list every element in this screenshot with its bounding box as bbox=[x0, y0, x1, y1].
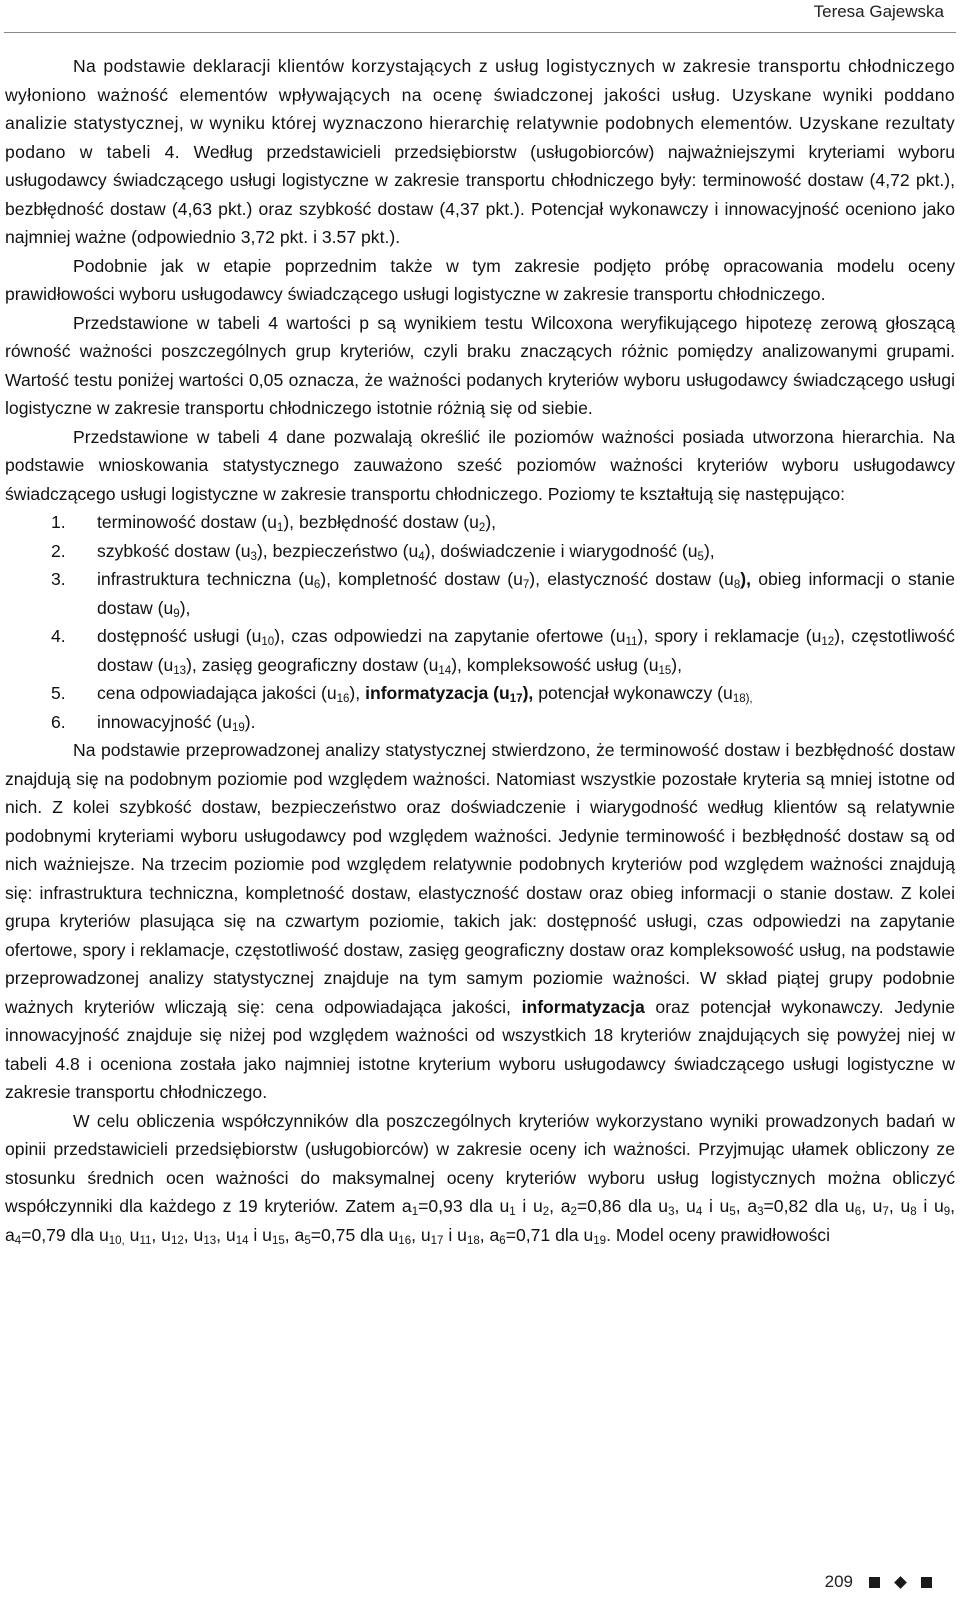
footer-square-icon bbox=[869, 1577, 880, 1588]
paragraph-1 bbox=[5, 52, 955, 252]
level-number: 5. bbox=[51, 683, 66, 703]
level-item: 5. cena odpowiadająca jakości $(u_{16})$, informatyzacja $(u_{17})$, potencjał wykonawczy ($u_{18),}$ bbox=[5, 679, 955, 708]
emphasis-informatyzacja: informatyzacja bbox=[521, 996, 645, 1017]
level-item: 2. szybkość dostaw $(u_3)$, bezpieczeństwo $(u_4)$, doświadczenie i wiarygodność $(u_5)$, bbox=[5, 537, 955, 566]
level-item: 1. terminowość dostaw $(u_1)$, bezbłędność dostaw $(u_2)$, bbox=[5, 508, 955, 537]
level-number: 3. bbox=[51, 569, 66, 589]
footer-square-icon bbox=[921, 1577, 932, 1588]
paragraph-3: Przedstawione w tabeli 4 wartości p są wynikiem testu Wilcoxona weryfikującego hipotezę zerową głoszącą równość ważności poszczególnych grup kryteriów, czyli braku znaczących różnic pomiędzy analizowanymi grupami. Wartość testu poniżej wartości 0,05 oznacza, że ważności podanych kryteriów wyboru usługodawcy świadczącego usługi logistyczne w zakresie transportu chłodniczego istotnie różnią się od siebie. bbox=[5, 312, 955, 418]
paragraph-1-part-b: Według przedstawicieli przedsiębiorstw (usługobiorców) najważniejszymi kryteriami wyboru usługodawcy świadczącego usługi logistyczne w zakresie transportu chłodniczego były: terminowość dostaw (4,72 pkt.), bezbłędność dostaw (4,63 pkt.) oraz szybkość dostaw (4,37 pkt.). Potencjał wykonawczy i innowacyjność oceniono jako najmniej ważne (odpowiednio 3,72 pkt. i 3.57 pkt.). bbox=[5, 141, 955, 247]
page-footer bbox=[825, 1572, 932, 1592]
paragraph-4: Przedstawione w tabeli 4 dane pozwalają określić ile poziomów ważności posiada utworzona hierarchia. Na podstawie wnioskowania statystycznego zauważono sześć poziomów ważności kryteriów wyboru usługodawcy świadczącego usługi logistyczne w zakresie transportu chłodniczego. Poziomy te kształtują się następująco: bbox=[5, 426, 955, 504]
page-number: 209 bbox=[824, 1572, 853, 1591]
footer-diamond-icon bbox=[894, 1576, 907, 1589]
level-number: 4. bbox=[51, 626, 66, 646]
level-item: 3. infrastruktura techniczna $(u_6)$, kompletność dostaw $(u_7)$, elastyczność dostaw $(u_8)$, obieg informacji o stanie dostaw $(u_9)$, bbox=[5, 565, 955, 622]
paragraph-1-part-a: Na podstawie deklaracji klientów korzystających z usług logistycznych w zakresie transportu chłodniczego wyłoniono ważność elementów wpływających na ocenę świadczonej jakości usług. Uzyskane wyniki poddano analizie statystycznej, w wyniku której wyznaczono hierarchię relatywnie podobnych elementów. Uzyskane rezultaty podano w tabeli 4. bbox=[5, 56, 955, 162]
paragraph-2: Podobnie jak w etapie poprzednim także w tym zakresie podjęto próbę opracowania modelu oceny prawidłowości wyboru usługodawcy świadczącego usługi logistyczne w zakresie transportu chłodniczego. bbox=[5, 255, 955, 304]
running-header-author: Teresa Gajewska bbox=[813, 2, 944, 21]
level-item: 4. dostępność usługi $(u_{10})$, czas odpowiedzi na zapytanie ofertowe $(u_{11})$, spory i reklamacje $(u_{12})$, częstotliwość dostaw $(u_{13})$, zasięg geograficzny dostaw $(u_{14})$, kompleksowość usług $(u_{15})$, bbox=[5, 622, 955, 679]
paragraph-6: W celu obliczenia współczynników dla poszczególnych kryteriów wykorzystano wyniki prowadzonych badań w opinii przedstawicieli przedsiębiorstw (usługobiorców) w zakresie oceny ich ważności. Przyjmując ułamek obliczony ze stosunku średnich ocen ważności do maksymalnej oceny kryteriów wyboru usług logistycznych można obliczyć współczynniki dla każdego z 19 kryteriów. Zatem $a_1=0,93$ dla $u_1$ i $u_2$, $a_2=0,86$ dla $u_3$, $u_4$ i $u_5$, $a_3=0,82$ dla $u_6$, $u_7$, $u_8$ i $u_9$, $a_4=0,79$ dla $u_{10,}$ $u_{11}$, $u_{12}$, $u_{13}$, $u_{14}$ i $u_{15}$, $a_5=0,75$ dla $u_{16}$, $u_{17}$ i $u_{18}$, $a_6=0,71$ dla $u_{19}$. Model oceny prawidłowości bbox=[5, 1110, 956, 1247]
body-text bbox=[5, 52, 955, 1249]
importance-levels-list bbox=[5, 508, 955, 736]
paragraph-5: Na podstawie przeprowadzonej analizy statystycznej stwierdzono, że terminowość dostaw i bezbłędność dostaw znajdują się na podobnym poziomie pod względem ważności. Natomiast wszystkie pozostałe kryteria są mniej istotne od nich. Z kolei szybkość dostaw, bezpieczeństwo oraz doświadczenie i wiarygodność według klientów są relatywnie podobnymi kryteriami wyboru usługodawcy pod względem ważności. Jedynie terminowość i bezbłędność dostaw są od nich ważniejsze. Na trzecim poziomie pod względem relatywnie podobnych kryteriów pod względem ważności znajdują się: infrastruktura techniczna, kompletność dostaw, elastyczność dostaw oraz obieg informacji o stanie dostaw. Z kolei grupa kryteriów plasująca się na czwartym poziomie, takich jak: dostępność usługi, czas odpowiedzi na zapytanie ofertowe, spory i reklamacje, częstotliwość dostaw, zasięg geograficzny dostaw oraz kompleksowość usług, na podstawie przeprowadzonej analizy statystycznej znajduje na tym samym poziomie ważności. W skład piątej grupy podobnie ważnych kryteriów wliczają się: cena odpowiadająca jakości, informatyzacja oraz potencjał wykonawczy. Jedynie innowacyjność znajduje się niżej pod względem ważności od wszystkich 18 kryteriów znajdujących się powyżej niej w tabeli 4.8 i oceniona została jako najmniej istotne kryterium wyboru usługodawcy świadczącego usługi logistyczne w zakresie transportu chłodniczego. bbox=[5, 740, 955, 1102]
level-number: 2. bbox=[51, 540, 66, 561]
level-number: 1. bbox=[51, 512, 66, 532]
header-divider bbox=[4, 32, 956, 33]
level-number: 6. bbox=[51, 711, 66, 732]
level-item: 6. innowacyjność $(u_{19})$. bbox=[5, 708, 955, 737]
